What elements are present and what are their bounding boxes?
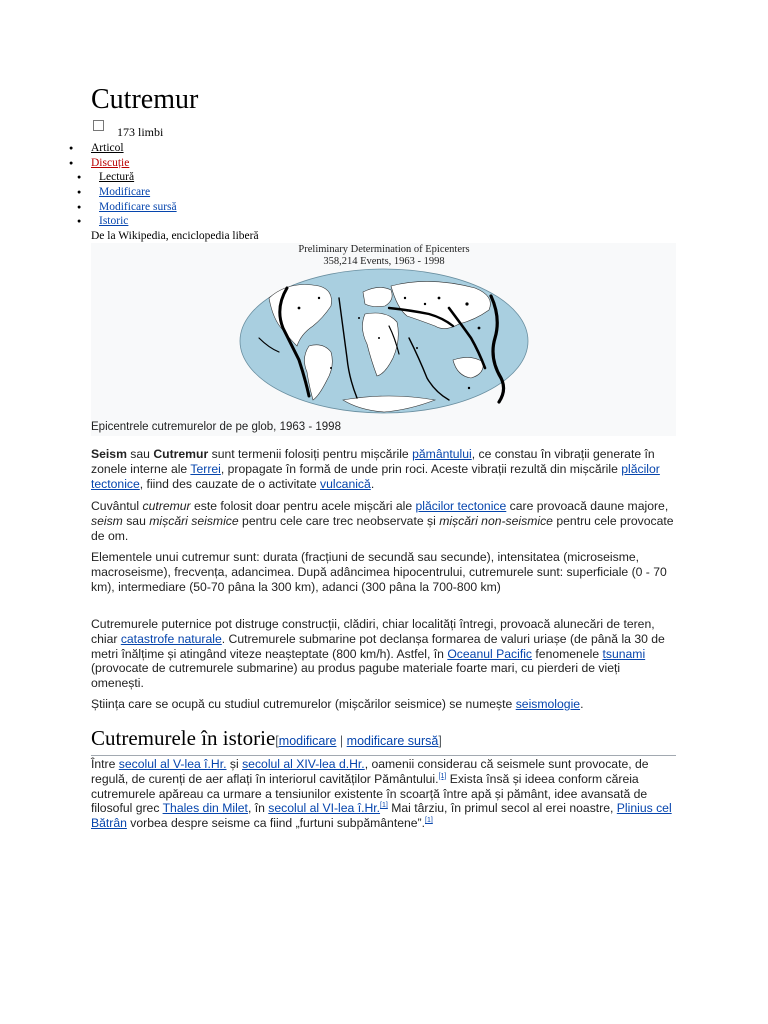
edit-links (275, 734, 442, 748)
tab-history[interactable] (99, 214, 177, 229)
italic-term: seism (91, 513, 123, 528)
tab-edit-source[interactable] (99, 200, 177, 215)
usage-paragraph (91, 499, 676, 543)
language-checkbox[interactable] (93, 120, 104, 131)
italic-term: mișcări non-seismice (439, 513, 553, 528)
tab-history-link[interactable]: Istoric (99, 215, 129, 228)
text: sau (122, 513, 150, 528)
section-edit-source-link[interactable]: modificare sursă (346, 734, 439, 748)
bold-term-seism: Seism (91, 447, 127, 461)
text: . (580, 697, 584, 711)
map-title-line1: Preliminary Determination of Epicenters (298, 244, 470, 255)
text: , în (247, 801, 269, 816)
link-oceanul-pacific[interactable]: Oceanul Pacific (447, 646, 533, 661)
reference-link[interactable]: [1] (438, 772, 447, 780)
link-secolul-v[interactable]: secolul al V-lea î.Hr. (118, 757, 227, 771)
effects-paragraph (91, 617, 676, 691)
science-paragraph (91, 697, 676, 712)
section-heading-text: Cutremurele în istorie (91, 726, 276, 750)
text: (provocate de cutremurele submarine) au produs pagube materiale foarte mari, cu pierderi de vieți omenești. (91, 661, 621, 691)
tab-read-link[interactable]: Lectură (99, 171, 135, 183)
link-vulcanica[interactable]: vulcanică (320, 476, 371, 491)
text: , ce constau în vibrații generate în zonele interne ale (91, 447, 655, 476)
tab-edit-source-link[interactable]: Modificare sursă (99, 200, 177, 213)
link-placilor-tectonice[interactable]: plăcilor tectonice (91, 461, 660, 491)
link-catastrofe-naturale[interactable]: catastrofe naturale (120, 631, 222, 646)
view-tabs (99, 170, 177, 229)
map-title (239, 244, 529, 268)
text: . Cutremurele submarine pot declanșa formarea de valuri uriașe (de până la 30 de metri înălțime și atingând viteze neașteptate (800 km/h). Astfel, în (91, 631, 665, 661)
link-tsunami[interactable]: tsunami (602, 646, 646, 661)
site-tagline: De la Wikipedia, enciclopedia liberă (91, 230, 259, 242)
text: care provoacă daune majore, (506, 499, 669, 513)
link-placilor-tectonice-2[interactable]: plăcilor tectonice (415, 499, 507, 513)
text: . (370, 476, 375, 491)
tab-edit[interactable] (99, 185, 177, 200)
epicenter-map-image[interactable] (239, 268, 529, 414)
text: fenomenele (532, 646, 603, 661)
text: vorbea despre seisme ca fiind „furtuni subpământene”. (126, 816, 425, 831)
link-pamantului[interactable]: pământului (412, 447, 472, 461)
link-seismologie[interactable]: seismologie (515, 697, 581, 711)
tab-edit-link[interactable]: Modificare (99, 185, 151, 198)
link-secolul-xiv[interactable]: secolul al XIV-lea d.Hr. (242, 757, 365, 771)
text: Cutremurele puternice pot distruge construcții, clădiri, chiar localități întregi, provoacă alunecări de teren, chiar (91, 617, 655, 646)
map-title-line2: 358,214 Events, 1963 - 1998 (323, 256, 445, 267)
text: sau (126, 447, 154, 461)
tab-article[interactable] (91, 141, 129, 156)
figure-caption: Epicentrele cutremurelor de pe glob, 1963 - 1998 (91, 421, 341, 433)
text: sunt termenii folosiți pentru mișcările (208, 447, 413, 461)
link-terrei[interactable]: Terrei (190, 461, 221, 476)
link-secolul-vi[interactable]: secolul al VI-lea î.Hr. (268, 801, 381, 816)
tab-talk[interactable] (91, 156, 129, 171)
text: Cuvântul (91, 499, 143, 513)
section-edit-link[interactable]: modificare (278, 734, 337, 748)
link-thales[interactable]: Thales din Milet (162, 801, 248, 816)
text: Mai târziu, în primul secol al erei noastre, (387, 801, 617, 816)
tab-talk-link[interactable]: Discuție (91, 156, 130, 169)
italic-term: mișcări seismice (149, 513, 239, 528)
tab-read[interactable] (99, 170, 177, 185)
text: și (226, 757, 243, 771)
separator: | (336, 734, 347, 748)
namespace-tabs (91, 141, 129, 171)
italic-term: cutremur (142, 499, 191, 513)
bracket-close: ] (438, 734, 442, 748)
text: , fiind des cauzate de o activitate (139, 476, 320, 491)
text: este folosit doar pentru acele mișcări ale (190, 499, 416, 513)
elements-paragraph: Elementele unui cutremur sunt: durata (fracțiuni de secundă sau secunde), intensitatea (microseisme, macroseisme), frecvența, adancimea. După adâncimea hipocentrului, cutremurele sunt: superficiale (0 - 70 km), intermediare (50-70 pâna la 300 km), adanci (300 pâna la 700-800 km) (91, 550, 667, 594)
languages-link[interactable]: 173 limbi (117, 125, 164, 139)
link-plinius[interactable]: Plinius cel Bătrân (91, 801, 672, 831)
text: pentru cele care trec neobservate și (238, 513, 440, 528)
page-title: Cutremur (91, 84, 199, 115)
text: Știința care se ocupă cu studiul cutremurelor (mișcărilor seismice) se numește (91, 697, 516, 711)
reference-link[interactable]: [1] (425, 817, 433, 825)
section-heading-history (91, 726, 676, 756)
text: Exista însă și ideea conform căreia cutremurele apăreau ca urmare a tensiunilor existente în scoarță între apă și pământ, idee avansată de filosoful grec (91, 771, 648, 816)
reference-link[interactable]: [1] (380, 802, 388, 810)
text: , oamenii considerau că seismele sunt provocate, de regulă, de curenți de aer aflați în interiorul cavităților Pământului. (91, 757, 649, 786)
history-paragraph (91, 757, 676, 831)
bracket-open: [ (275, 734, 279, 748)
tab-article-link[interactable]: Articol (91, 142, 124, 154)
text: , propagate în formă de unde prin roci. Aceste vibrații rezultă din mișcările (220, 461, 622, 476)
text: Între (91, 757, 119, 771)
text: pentru cele provocate de om. (91, 513, 674, 543)
intro-paragraph (91, 447, 676, 491)
bold-term-cutremur: Cutremur (153, 447, 209, 461)
